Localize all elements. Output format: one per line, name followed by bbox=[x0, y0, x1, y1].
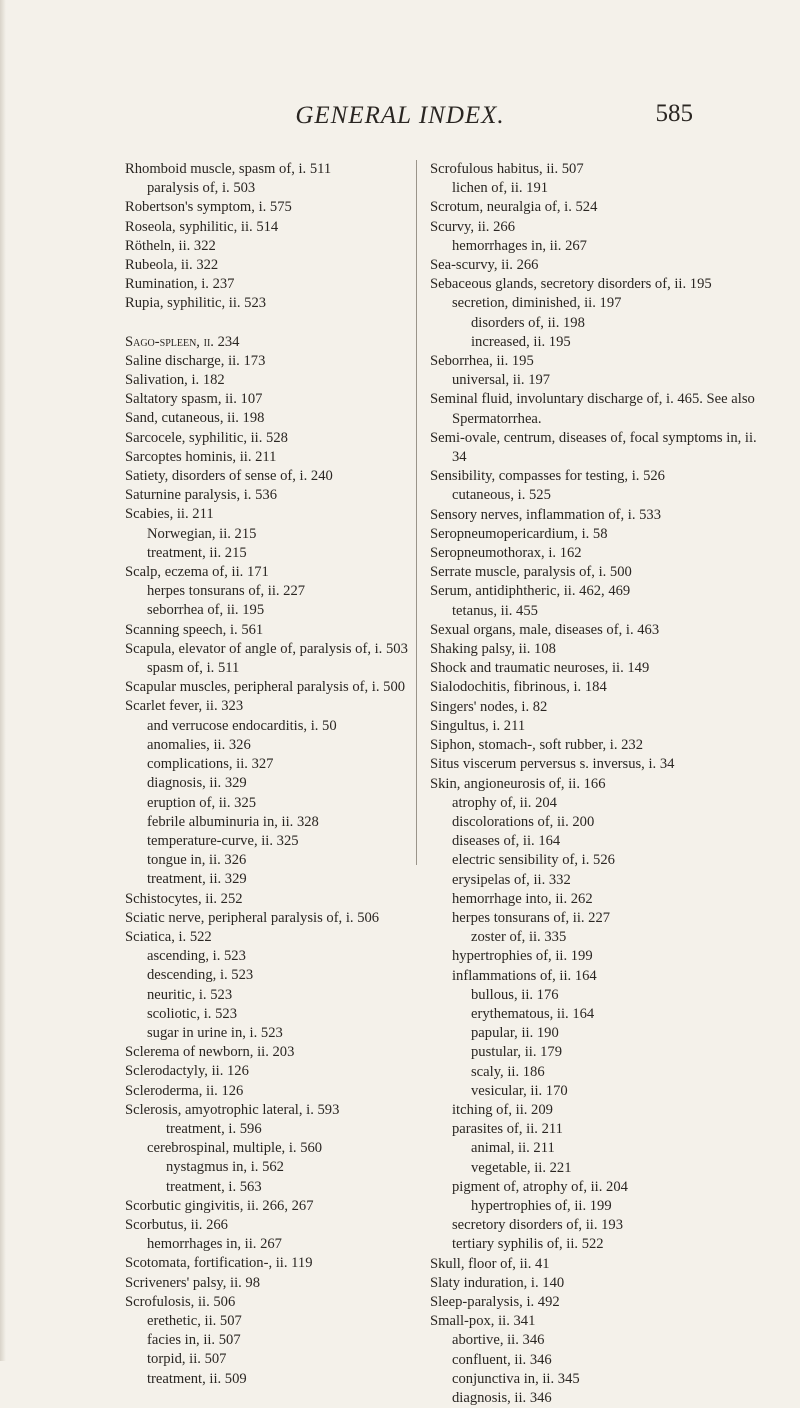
index-subentry: atrophy of, ii. 204 bbox=[452, 794, 557, 811]
index-subentry: diagnosis, ii. 346 bbox=[452, 1390, 552, 1406]
index-subentry: abortive, ii. 346 bbox=[452, 1332, 545, 1349]
section-gap bbox=[125, 314, 465, 333]
index-entry: Scapular muscles, peripheral paralysis of, i. 500 bbox=[125, 679, 406, 696]
index-subentry: cerebrospinal, multiple, i. 560 bbox=[147, 1140, 323, 1157]
index-entry: Sebaceous glands, secretory disorders of, ii. 195 bbox=[430, 276, 712, 293]
index-subentry: erethetic, ii. 507 bbox=[147, 1312, 242, 1329]
index-entry: Situs viscerum perversus s. inversus, i. 34 bbox=[430, 756, 675, 773]
index-entry: Seropneumopericardium, i. 58 bbox=[430, 525, 608, 542]
index-subentry: erythematous, ii. 164 bbox=[471, 1005, 595, 1022]
index-entry: Scorbutic gingivitis, ii. 266, 267 bbox=[125, 1197, 314, 1214]
index-subentry: hypertrophies of, ii. 199 bbox=[471, 1197, 612, 1214]
index-entry: Seropneumothorax, i. 162 bbox=[430, 545, 582, 562]
index-subentry: confluent, ii. 346 bbox=[452, 1351, 552, 1368]
index-subentry: sugar in urine in, i. 523 bbox=[147, 1024, 283, 1041]
index-subentry: complications, ii. 327 bbox=[147, 756, 274, 773]
index-entry: Siphon, stomach-, soft rubber, i. 232 bbox=[430, 737, 644, 754]
index-subentry: tertiary syphilis of, ii. 522 bbox=[452, 1236, 604, 1253]
index-subentry: lichen of, ii. 191 bbox=[452, 180, 549, 197]
index-entry: Shaking palsy, ii. 108 bbox=[430, 641, 556, 658]
index-entry: Rötheln, ii. 322 bbox=[125, 237, 216, 254]
index-subentry: febrile albuminuria in, ii. 328 bbox=[147, 813, 319, 830]
index-subentry: bullous, ii. 176 bbox=[471, 986, 559, 1003]
index-entry: Serum, antidiphtheric, ii. 462, 469 bbox=[430, 583, 631, 600]
index-entry: Sialodochitis, fibrinous, i. 184 bbox=[430, 679, 607, 696]
page-edge-shadow bbox=[0, 0, 6, 1361]
index-entry: Shock and traumatic neuroses, ii. 149 bbox=[430, 660, 650, 677]
index-entry: Scurvy, ii. 266 bbox=[430, 218, 515, 235]
index-subentry: zoster of, ii. 335 bbox=[471, 929, 567, 946]
index-entry: Singultus, i. 211 bbox=[430, 717, 526, 734]
index-subentry: eruption of, ii. 325 bbox=[147, 794, 257, 811]
index-entry: Sago-spleen, ii. 234 bbox=[125, 333, 240, 350]
column-divider bbox=[416, 160, 417, 865]
index-subentry: electric sensibility of, i. 526 bbox=[452, 852, 615, 869]
index-subentry: vegetable, ii. 221 bbox=[471, 1159, 572, 1176]
index-entry: Scriveners' palsy, ii. 98 bbox=[125, 1274, 261, 1291]
index-entry: Saltatory spasm, ii. 107 bbox=[125, 391, 263, 408]
index-subentry: conjunctiva in, ii. 345 bbox=[452, 1370, 580, 1387]
index-entry: Sclerema of newborn, ii. 203 bbox=[125, 1044, 295, 1061]
index-entry: Scorbutus, ii. 266 bbox=[125, 1216, 228, 1233]
index-entry: Sarcocele, syphilitic, ii. 528 bbox=[125, 429, 288, 446]
index-entry: Rhomboid muscle, spasm of, i. 511 bbox=[125, 161, 332, 177]
index-entry: Scanning speech, i. 561 bbox=[125, 621, 264, 638]
index-entry: Sciatica, i. 522 bbox=[125, 928, 212, 945]
index-subentry: herpes tonsurans of, ii. 227 bbox=[147, 583, 306, 600]
index-subentry: treatment, i. 563 bbox=[166, 1178, 262, 1195]
index-subentry: descending, i. 523 bbox=[147, 967, 254, 984]
index-subentry: erysipelas of, ii. 332 bbox=[452, 871, 571, 888]
index-entry: Slaty induration, i. 140 bbox=[430, 1274, 565, 1291]
index-subentry: seborrhea of, ii. 195 bbox=[147, 602, 265, 619]
index-subentry: facies in, ii. 507 bbox=[147, 1332, 241, 1349]
index-entry: Roseola, syphilitic, ii. 514 bbox=[125, 218, 279, 235]
index-subentry: temperature-curve, ii. 325 bbox=[147, 832, 299, 849]
index-subentry: increased, ii. 195 bbox=[471, 333, 571, 350]
index-subentry: pigment of, atrophy of, ii. 204 bbox=[452, 1178, 628, 1195]
index-subentry: inflammations of, ii. 164 bbox=[452, 967, 597, 984]
index-subentry: torpid, ii. 507 bbox=[147, 1351, 227, 1368]
page-header bbox=[0, 96, 800, 136]
index-entry: Singers' nodes, i. 82 bbox=[430, 698, 548, 715]
index-subentry: tongue in, ii. 326 bbox=[147, 852, 247, 869]
index-entry: Sarcoptes hominis, ii. 211 bbox=[125, 448, 277, 465]
index-entry: Serrate muscle, paralysis of, i. 500 bbox=[430, 564, 632, 581]
index-entry: Scrofulous habitus, ii. 507 bbox=[430, 161, 584, 177]
index-entry: Scapula, elevator of angle of, paralysis of, i. 503 bbox=[125, 640, 408, 657]
index-entry: Scabies, ii. 211 bbox=[125, 506, 214, 523]
index-entry: Sclerodactyly, ii. 126 bbox=[125, 1063, 249, 1080]
index-subentry: spasm of, i. 511 bbox=[147, 660, 240, 677]
index-entry: Seborrhea, ii. 195 bbox=[430, 353, 534, 370]
index-entry: Saline discharge, ii. 173 bbox=[125, 352, 266, 369]
index-subentry: discolorations of, ii. 200 bbox=[452, 813, 595, 830]
index-subentry: vesicular, ii. 170 bbox=[471, 1082, 568, 1099]
index-entry: Sand, cutaneous, ii. 198 bbox=[125, 410, 265, 427]
index-subentry: ascending, i. 523 bbox=[147, 948, 246, 965]
index-subentry: papular, ii. 190 bbox=[471, 1025, 559, 1042]
index-subentry: secretion, diminished, ii. 197 bbox=[452, 295, 622, 312]
index-subentry: parasites of, ii. 211 bbox=[452, 1121, 563, 1138]
index-entry: Robertson's symptom, i. 575 bbox=[125, 199, 292, 216]
index-subentry: disorders of, ii. 198 bbox=[471, 314, 585, 331]
index-column-right bbox=[430, 160, 760, 1408]
index-entry: Seminal fluid, involuntary discharge of, i. 465. See also Spermatorrhea. bbox=[430, 391, 755, 427]
index-entry: Schistocytes, ii. 252 bbox=[125, 890, 243, 907]
index-subentry: Norwegian, ii. 215 bbox=[147, 525, 257, 542]
index-subentry: hemorrhages in, ii. 267 bbox=[452, 237, 587, 254]
index-subentry: scaly, ii. 186 bbox=[471, 1063, 545, 1080]
index-entry: Satiety, disorders of sense of, i. 240 bbox=[125, 468, 333, 485]
index-entry: Saturnine paralysis, i. 536 bbox=[125, 487, 277, 504]
index-entry: Sleep-paralysis, i. 492 bbox=[430, 1293, 560, 1310]
index-entry: Rubeola, ii. 322 bbox=[125, 257, 219, 274]
index-subentry: universal, ii. 197 bbox=[452, 372, 551, 389]
running-head: GENERAL INDEX. bbox=[295, 102, 505, 129]
index-entry: Semi-ovale, centrum, diseases of, focal symptoms in, ii. 34 bbox=[430, 429, 757, 466]
index-entry: Sensibility, compasses for testing, i. 526 bbox=[430, 468, 665, 485]
index-entry: Scarlet fever, ii. 323 bbox=[125, 698, 244, 715]
index-entry: Skull, floor of, ii. 41 bbox=[430, 1255, 550, 1272]
index-entry: Scrotum, neuralgia of, i. 524 bbox=[430, 199, 598, 216]
index-subentry: herpes tonsurans of, ii. 227 bbox=[452, 909, 611, 926]
index-entry: Salivation, i. 182 bbox=[125, 372, 225, 389]
index-entry: Scleroderma, ii. 126 bbox=[125, 1082, 244, 1099]
index-entry: Small-pox, ii. 341 bbox=[430, 1313, 536, 1330]
index-subentry: and verrucose endocarditis, i. 50 bbox=[147, 717, 337, 734]
index-subentry: hemorrhage into, ii. 262 bbox=[452, 890, 593, 907]
index-subentry: nystagmus in, i. 562 bbox=[166, 1159, 284, 1176]
index-subentry: paralysis of, i. 503 bbox=[147, 180, 256, 197]
index-subentry: treatment, ii. 215 bbox=[147, 544, 247, 561]
index-subentry: treatment, i. 596 bbox=[166, 1120, 262, 1137]
index-subentry: scoliotic, i. 523 bbox=[147, 1005, 237, 1022]
index-entry: Rupia, syphilitic, ii. 523 bbox=[125, 295, 267, 312]
index-entry: Scalp, eczema of, ii. 171 bbox=[125, 564, 269, 581]
index-subentry: treatment, ii. 329 bbox=[147, 871, 247, 888]
index-subentry: animal, ii. 211 bbox=[471, 1140, 555, 1157]
index-subentry: itching of, ii. 209 bbox=[452, 1101, 553, 1118]
index-entry: Sciatic nerve, peripheral paralysis of, i. 506 bbox=[125, 909, 380, 926]
index-entry: Skin, angioneurosis of, ii. 166 bbox=[430, 775, 606, 792]
index-entry: Sensory nerves, inflammation of, i. 533 bbox=[430, 506, 662, 523]
index-subentry: neuritic, i. 523 bbox=[147, 986, 233, 1003]
index-column-left bbox=[125, 160, 465, 1389]
index-subentry: diagnosis, ii. 329 bbox=[147, 775, 247, 792]
index-subentry: treatment, ii. 509 bbox=[147, 1370, 247, 1387]
index-subentry: hemorrhages in, ii. 267 bbox=[147, 1236, 282, 1253]
index-entry: Sexual organs, male, diseases of, i. 463 bbox=[430, 621, 660, 638]
index-entry: Sclerosis, amyotrophic lateral, i. 593 bbox=[125, 1101, 340, 1118]
index-entry: Rumination, i. 237 bbox=[125, 276, 235, 293]
index-subentry: pustular, ii. 179 bbox=[471, 1044, 563, 1061]
index-subentry: secretory disorders of, ii. 193 bbox=[452, 1217, 624, 1234]
index-subentry: hypertrophies of, ii. 199 bbox=[452, 948, 593, 965]
index-subentry: anomalies, ii. 326 bbox=[147, 736, 251, 753]
index-entry: Scotomata, fortification-, ii. 119 bbox=[125, 1255, 313, 1272]
index-subentry: diseases of, ii. 164 bbox=[452, 833, 561, 850]
page-number: 585 bbox=[655, 100, 693, 127]
index-subentry: tetanus, ii. 455 bbox=[452, 602, 538, 619]
index-subentry: cutaneous, i. 525 bbox=[452, 487, 551, 504]
index-entry: Sea-scurvy, ii. 266 bbox=[430, 257, 539, 274]
index-entry: Scrofulosis, ii. 506 bbox=[125, 1293, 236, 1310]
